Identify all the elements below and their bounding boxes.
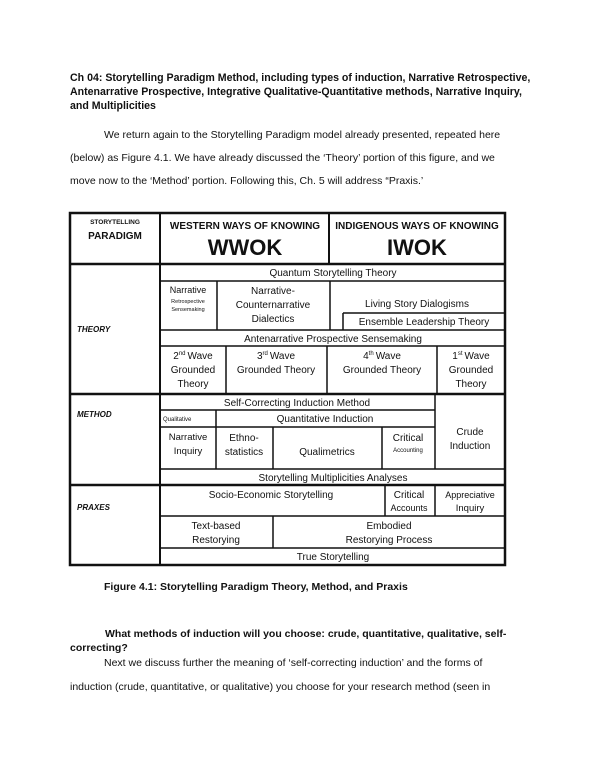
cell-wave1: 1st Wave bbox=[452, 351, 490, 362]
cell-counter-3: Dialectics bbox=[251, 314, 295, 325]
row-label-theory: THEORY bbox=[77, 325, 111, 334]
cell-wave2: 2nd Wave bbox=[173, 351, 213, 362]
cell-wave3: 3rd Wave bbox=[256, 351, 296, 362]
cell-ensemble: Ensemble Leadership Theory bbox=[358, 317, 490, 328]
intro-line-3: move now to the ‘Method’ portion. Following this, Ch. 5 will address “Praxis.’ bbox=[70, 175, 424, 187]
cell-text-based-1: Text-based bbox=[191, 521, 241, 532]
cell-wave1-b: Grounded bbox=[448, 365, 494, 376]
cell-embodied-2: Restorying Process bbox=[345, 535, 433, 546]
cell-counter-2: Counternarrative bbox=[235, 300, 311, 311]
cell-embodied-1: Embodied bbox=[366, 521, 412, 532]
corner-label-bottom: PARADIGM bbox=[88, 231, 142, 242]
cell-qualimetrics: Qualimetrics bbox=[299, 447, 355, 458]
section-question: What methods of induction will you choose: crude, quantitative, qualitative, self-correcting? bbox=[70, 628, 507, 654]
cell-wave2-b: Grounded bbox=[170, 365, 216, 376]
cell-critical: Critical bbox=[392, 433, 424, 444]
cell-ethno-2: statistics bbox=[224, 447, 264, 458]
cell-qualitative-small: Qualitative bbox=[163, 417, 192, 423]
cell-appreciative-2: Inquiry bbox=[455, 503, 485, 514]
intro-line-2: (below) as Figure 4.1. We have already discussed the ‘Theory’ portion of this figure, and we bbox=[70, 152, 495, 164]
cell-quantum: Quantum Storytelling Theory bbox=[269, 268, 397, 279]
cell-wave2-c: Theory bbox=[177, 379, 209, 390]
cell-ethno-1: Ethno- bbox=[229, 433, 259, 444]
cell-true-storytelling: True Storytelling bbox=[296, 552, 370, 563]
cell-retro-1: Retrospective bbox=[171, 299, 205, 305]
cell-wave1-c: Theory bbox=[455, 379, 487, 390]
cell-accounting: Accounting bbox=[393, 448, 423, 454]
cell-critical-acc-2: Accounts bbox=[390, 503, 428, 513]
cell-wave4: 4th Wave bbox=[363, 351, 401, 362]
next-line-1: Next we discuss further the meaning of ‘self-correcting induction’ and the forms of bbox=[104, 657, 483, 669]
figure-border bbox=[70, 213, 505, 565]
cell-critical-acc-1: Critical bbox=[393, 490, 425, 501]
next-line-2: induction (crude, quantitative, or qualitative) you choose for your research method (seen in bbox=[70, 681, 491, 693]
cell-appreciative-1: Appreciative bbox=[445, 490, 495, 500]
cell-multiplicities: Storytelling Multiplicities Analyses bbox=[258, 473, 408, 484]
cell-text-based-2: Restorying bbox=[192, 535, 240, 546]
cell-retro-2: Sensemaking bbox=[171, 307, 205, 313]
row-label-method: METHOD bbox=[77, 410, 112, 419]
indig-abbr: IWOK bbox=[387, 235, 447, 260]
cell-narr-inquiry-1: Narrative bbox=[168, 432, 208, 443]
figure-caption: Figure 4.1: Storytelling Paradigm Theory, Method, and Praxis bbox=[104, 581, 408, 593]
cell-wave3-b: Grounded Theory bbox=[236, 365, 316, 376]
indig-title: INDIGENOUS WAYS OF KNOWING bbox=[335, 221, 499, 232]
cell-narrative: Narrative bbox=[169, 285, 207, 295]
cell-antenarrative: Antenarrative Prospective Sensemaking bbox=[244, 334, 422, 345]
cell-crude-2: Induction bbox=[449, 441, 491, 452]
corner-label-top: STORYTELLING bbox=[90, 219, 140, 226]
cell-self-correcting: Self-Correcting Induction Method bbox=[223, 398, 371, 409]
cell-counter-1: Narrative- bbox=[251, 286, 295, 297]
cell-crude-1: Crude bbox=[456, 427, 484, 438]
intro-line-1: We return again to the Storytelling Paradigm model already presented, repeated here bbox=[104, 129, 501, 141]
cell-narr-inquiry-2: Inquiry bbox=[173, 446, 203, 457]
west-title: WESTERN WAYS OF KNOWING bbox=[169, 221, 321, 232]
cell-wave4-b: Grounded Theory bbox=[342, 365, 422, 376]
west-abbr: WWOK bbox=[207, 235, 283, 260]
row-label-praxes: PRAXES bbox=[77, 503, 110, 512]
chapter-heading: Ch 04: Storytelling Paradigm Method, including types of induction, Narrative Retrospective, Antenarrative Prospective, Integrative Qualitative-Quantitative methods, Narrative Inquiry, and Multiplicities bbox=[70, 72, 531, 112]
cell-living: Living Story Dialogisms bbox=[365, 299, 469, 310]
cell-quant-induction: Quantitative Induction bbox=[276, 414, 374, 425]
cell-socio: Socio-Economic Storytelling bbox=[208, 490, 334, 501]
